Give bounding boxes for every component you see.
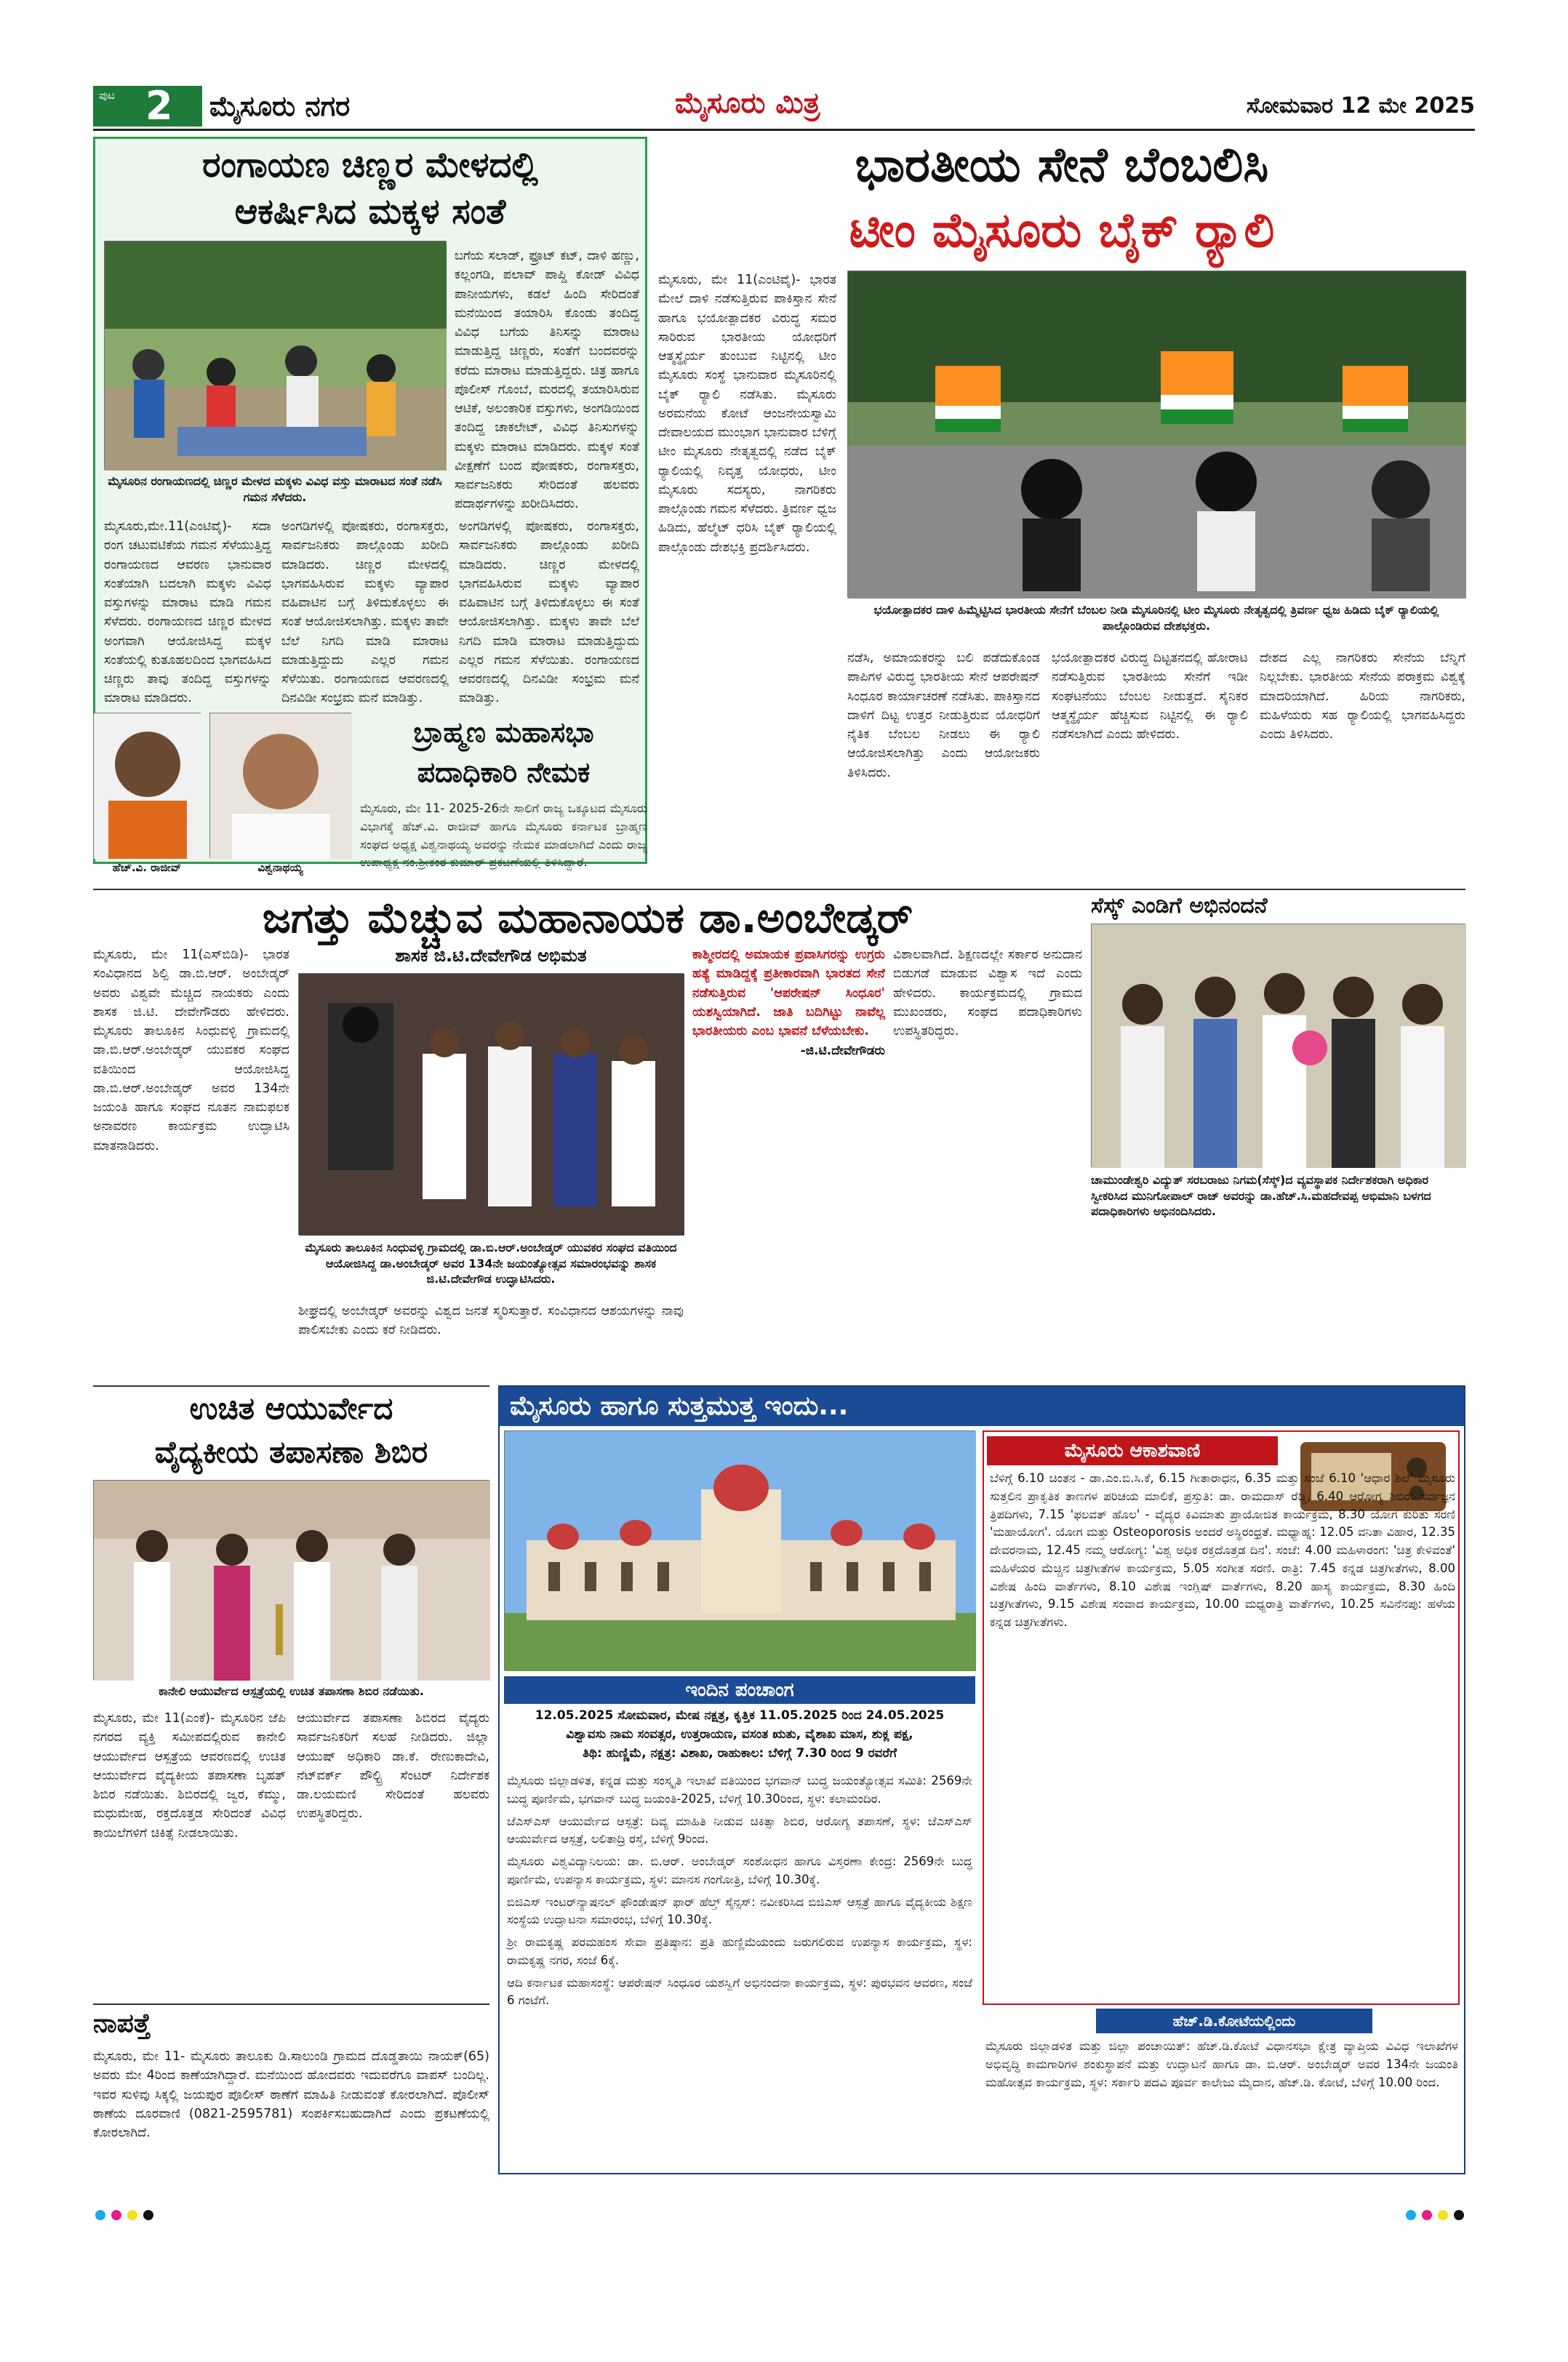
rally-body-1: ಮೈಸೂರು, ಮೇ 11(ಎಂಟಿವೈ)- ಭಾರತ ಮೇಲೆ ದಾಳಿ ನಡೆಸುತ್ತಿರುವ ಪಾಕಿಸ್ತಾನ ಸೇನೆ ಹಾಗೂ ಭಯೋತ್ಪಾದಕರ ವಿರುದ್ಧ ಸಮರ ಸಾರಿರುವ ಭಾರತೀಯ ಯೋಧರಿಗೆ ಆತ್ಮಸ್ಥೈರ್ಯ ತುಂಬುವ ನಿಟ್ಟಿನಲ್ಲಿ ಟೀಂ ಮೈಸೂರು ಸಂಸ್ಥೆ ಭಾನುವಾರ ಮೈಸೂರಿನಲ್ಲಿ ಬೈಕ್ ರ್‍ಯಾಲಿ ನಡೆಸಿತು. ಮೈಸೂರು ಅರಮನೆಯ ಕೋಟೆ ಆಂಜನೇಯಸ್ವಾಮಿ ದೇವಾಲಯದ ಮುಂಭಾಗ ಭಾನುವಾರ ಬೆಳಿಗ್ಗೆ ಟೀಂ ಮೈಸೂರು ನೇತೃತ್ವದಲ್ಲಿ ನಡೆದ ಬೈಕ್ ರ್‍ಯಾಲಿಯಲ್ಲಿ ನಿವೃತ್ತ ಯೋಧರು, ಟೀಂ ಮೈಸೂರು ಸದಸ್ಯರು, ನಾಗರಿಕರು ಪಾಲ್ಗೊಂಡು ಗಮನ ಸೆಳೆದರು. ತ್ರಿವರ್ಣ ಧ್ವಜ ಹಿಡಿದು, ಹೆಲ್ಮೆಟ್ ಧರಿಸಿ ಬೈಕ್ ರ್‍ಯಾಲಿಯಲ್ಲಿ ಪಾಲ್ಗೊಂಡು ದೇಶಭಕ್ತಿ ಪ್ರದರ್ಶಿಸಿದರು. bbox=[658, 273, 836, 555]
rally-caption: ಭಯೋತ್ಪಾದಕರ ದಾಳಿ ಹಿಮ್ಮೆಟ್ಟಿಸಿದ ಭಾರತೀಯ ಸೇನೆಗೆ ಬೆಂಬಲ ನೀಡಿ ಮೈಸೂರಿನಲ್ಲಿ ಟೀಂ ಮೈಸೂರು ನೇತೃತ್ವದಲ್ಲಿ ತ್ರಿವರ್ಣ ಧ್ವಜ ಹಿಡಿದು ಬೈಕ್ ರ್‍ಯಾಲಿಯಲ್ಲಿ ಪಾಲ್ಗೊಂಡಿರುವ ದೇಶಭಕ್ತರು. bbox=[873, 603, 1439, 633]
mysore-palace-image bbox=[505, 1431, 976, 1671]
masthead: ಮೈಸೂರು ಮಿತ್ರ bbox=[675, 86, 820, 120]
registration-dots bbox=[93, 2208, 239, 2222]
panchanga-line-3: ತಿಥಿ: ಹುಣ್ಣಿಮೆ, ನಕ್ಷತ್ರ: ವಿಶಾಖ, ರಾಹುಕಾಲ: ಬೆಳಿಗ್ಗೆ 7.30 ರಿಂದ 9 ರವರೆಗೆ bbox=[582, 1746, 897, 1761]
rangayana-photo bbox=[104, 241, 446, 470]
rangayana-caption: ಮೈಸೂರಿನ ರಂಗಾಯಣದಲ್ಲಿ ಚಿಣ್ಣರ ಮೇಳದ ಮಕ್ಕಳು ವಿವಿಧ ವಸ್ತು ಮಾರಾಟದ ಸಂತೆ ನಡೆಸಿ ಗಮನ ಸೆಳೆದರು. bbox=[108, 474, 442, 504]
rangayana-headline-2: ಆಕರ್ಷಿಸಿದ ಮಕ್ಕಳ ಸಂತೆ bbox=[234, 191, 506, 232]
ceremony-image bbox=[299, 974, 684, 1236]
ayurveda-body-2: ಆಯುರ್ವೇದ ತಪಾಸಣಾ ಶಿಬಿರದ ವೈದ್ಯರು ಸಾರ್ವಜನಿಕರಿಗೆ ಸಲಹೆ ನೀಡಿದರು. ಜಿಲ್ಲಾ ಆಯುಷ್ ಅಧಿಕಾರಿ ಡಾ.ಕೆ. ರೇಣುಕಾದೇವಿ, ನೆಟ್‌ವರ್ಕ್ ಪೌಲ್ಟ್ರಿ ಸೆಂಟರ್ ನಿರ್ದೇಶಕ ಡಾ.ಲಯಮಣಿ ಸೇರಿದಂತೆ ಹಲವರು ಉಪಸ್ಥಿತರಿದ್ದರು. bbox=[297, 1711, 489, 1822]
ambedkar-caption: ಮೈಸೂರು ತಾಲೂಕಿನ ಸಿಂಧುವಳ್ಳಿ ಗ್ರಾಮದಲ್ಲಿ ಡಾ.ಬಿ.ಆರ್.ಅಂಬೇಡ್ಕರ್ ಯುವಕರ ಸಂಘದ ವತಿಯಿಂದ ಆಯೋಜಿಸಿದ್ದ ಡಾ.ಅಂಬೇಡ್ಕರ್ ಅವರ 134ನೇ ಜಯಂತ್ಯೋತ್ಸವ ಸಮಾರಂಭವನ್ನು ಶಾಸಕ ಜಿ.ಟಿ.ದೇವೇಗೌಡ ಉದ್ಘಾಟಿಸಿದರು. bbox=[305, 1241, 677, 1286]
page-number: 2 bbox=[145, 83, 173, 129]
rally-body-2: ನಡೆಸಿ, ಅಮಾಯಕರನ್ನು ಬಲಿ ಪಡೆದುಕೊಂಡ ಪಾಪಿಗಳ ವಿರುದ್ಧ ಭಾರತೀಯ ಸೇನೆ ಆಪರೇಷನ್ ಸಿಂಧೂರ ಕಾರ್ಯಾಚರಣೆ ನಡೆಸಿತು. ಪಾಕಿಸ್ತಾನದ ದಾಳಿಗೆ ದಿಟ್ಟ ಉತ್ತರ ನೀಡುತ್ತಿರುವ ಯೋಧರಿಗೆ ನೈತಿಕ ಬೆಂಬಲ ನೀಡಲು ಈ ರ್‍ಯಾಲಿ ಆಯೋಜಿಸಲಾಗಿತ್ತು ಎಂದು ಆಯೋಜಕರು ತಿಳಿಸಿದರು. bbox=[847, 651, 1040, 780]
cesc-headline: ಸೆಸ್ಕ್ ಎಂಡಿಗೆ ಅಭಿನಂದನೆ bbox=[1091, 893, 1268, 918]
mahasabha-headline-1: ಬ್ರಾಹ್ಮಣ ಮಹಾಸಭಾ bbox=[413, 716, 594, 748]
akashvani-title: ಮೈಸೂರು ಆಕಾಶವಾಣಿ bbox=[987, 1436, 1278, 1465]
felicitation-image bbox=[1092, 924, 1466, 1168]
quote-text: ಕಾಶ್ಮೀರದಲ್ಲಿ ಅಮಾಯಕ ಪ್ರವಾಸಿಗರನ್ನು ಉಗ್ರರು ಹತ್ಯೆ ಮಾಡಿದ್ದಕ್ಕೆ ಪ್ರತೀಕಾರವಾಗಿ ಭಾರತದ ಸೇನೆ ನಡೆಸುತ್ತಿರುವ 'ಆಪರೇಷನ್ ಸಿಂಧೂರ' ಯಶಸ್ವಿಯಾಗಿದೆ. ಜಾತಿ ಬದಿಗಿಟ್ಟು ನಾವೆಲ್ಲ ಭಾರತೀಯರು ಎಂಬ ಭಾವನೆ ಬೆಳೆಯಬೇಕು. bbox=[692, 948, 885, 1038]
ayurveda-caption: ಕಾನೇಲಿ ಆಯುರ್ವೇದ ಆಸ್ಪತ್ರೆಯಲ್ಲಿ ಉಚಿತ ತಪಾಸಣಾ ಶಿಬಿರ ನಡೆಯಿತು. bbox=[159, 1684, 424, 1698]
vishwanathaiah-portrait bbox=[209, 713, 351, 858]
rajeev-name: ಹೆಚ್.ವಿ. ರಾಜೀವ್ bbox=[112, 861, 182, 874]
rally-body-4: ದೇಶದ ಎಲ್ಲ ನಾಗರಿಕರು ಸೇನೆಯ ಬೆನ್ನಿಗೆ ನಿಲ್ಲಬೇಕು. ಭಾರತೀಯ ಸೇನೆಯ ಪರಾಕ್ರಮ ವಿಶ್ವಕ್ಕೆ ಮಾದರಿಯಾಗಿದೆ. ಹಿರಿಯ ನಾಗರಿಕರು, ಮಹಿಳೆಯರು ಸಹ ರ್‍ಯಾಲಿಯಲ್ಲಿ ಭಾಗವಹಿಸಿದ್ದರು ಎಂದು ತಿಳಿಸಿದರು. bbox=[1260, 651, 1465, 742]
rajeev-portrait bbox=[93, 713, 201, 858]
ambedkar-subhead: ಶಾಸಕ ಜಿ.ಟಿ.ದೇವೇಗೌಡ ಅಭಿಮತ bbox=[395, 945, 587, 966]
events-list bbox=[507, 1772, 972, 2169]
cesc-caption: ಚಾಮುಂಡೇಶ್ವರಿ ವಿದ್ಯುತ್ ಸರಬರಾಜು ನಿಗಮ(ಸೆಸ್ಕ್)ದ ವ್ಯವಸ್ಥಾಪಕ ನಿರ್ದೇಶಕರಾಗಿ ಅಧಿಕಾರ ಸ್ವೀಕರಿಸಿದ ಮುನಿಗೋಪಾಲ್ ರಾಜ್ ಅವರನ್ನು ಡಾ.ಹೆಚ್.ಸಿ.ಮಹದೇವಪ್ಪ ಅಭಿಮಾನಿ ಬಳಗದ ಪದಾಧಿಕಾರಿಗಳು ಅಭಿನಂದಿಸಿದರು. bbox=[1091, 1173, 1431, 1219]
ayurveda-body-1: ಮೈಸೂರು, ಮೇ 11(ಎಂಕೆ)- ಮೈಸೂರಿನ ಜೆಪಿ ನಗರದ ವ್ಯಕ್ತಿ ಸಮೀಪದಲ್ಲಿರುವ ಕಾನೇಲಿ ಆಯುರ್ವೇದ ಆಸ್ಪತ್ರೆಯ ಆವರಣದಲ್ಲಿ ಉಚಿತ ಆಯುರ್ವೇದ ವೈದ್ಯಕೀಯ ತಪಾಸಣಾ ಬೃಹತ್ ಶಿಬಿರ ನಡೆಯಿತು. ಶಿಬಿರದಲ್ಲಿ ಜ್ವರ, ಕೆಮ್ಮು, ಮಧುಮೇಹ, ರಕ್ತದೊತ್ತಡ ಸೇರಿದಂತೆ ವಿವಿಧ ಕಾಯಿಲೆಗಳಿಗೆ ಚಿಕಿತ್ಸೆ ನೀಡಲಾಯಿತು. bbox=[93, 1711, 286, 1841]
color-registration-marks bbox=[93, 2208, 239, 2222]
event-item: ಜೆಎಸ್‌ಎಸ್ ಆಯುರ್ವೇದ ಆಸ್ಪತ್ರೆ: ದಿವ್ಯ ಮಾಹಿತಿ ನೀಡುವ ಚಿಕಿತ್ಸಾ ಶಿಬಿರ, ಆರೋಗ್ಯ ತಪಾಸಣೆ, ಸ್ಥಳ: ಜೆಎಸ್‌ಎಸ್ ಆಯುರ್ವೇದ ಆಸ್ಪತ್ರೆ, ಲಲಿತಾದ್ರಿ ರಸ್ತೆ, ಬೆಳಿಗ್ಗೆ 9ರಿಂದ. bbox=[507, 1814, 972, 1846]
rangayana-body-right: ಬಗೆಯ ಸಲಾಡ್, ಫ್ರೂಟ್ ಕಟ್, ದಾಳಿ ಹಣ್ಣು, ಕಲ್ಲಂಗಡಿ, ಪಲಾವ್ ಪಾಪ್ಡಿ ಕೋಡ್ ವಿವಿಧ ಪಾನೀಯಗಳು, ಕಡಲೆ ಹಿಂದಿ ಸೇರಿದಂತೆ ಮನೆಯಿಂದ ತಯಾರಿಸಿ ಕೊಂಡು ತಂದಿದ್ದ ವಿವಿಧ ಬಗೆಯ ತಿನಿಸನ್ನು ಮಾರಾಟ ಮಾಡುತ್ತಿದ್ದ ಚಿಣ್ಣರು, ಸಂತೆಗೆ ಬಂದವರನ್ನು ಕರೆದು ಮಾರಾಟ ಮಾಡುತ್ತಿದ್ದರು. ಚಿತ್ರ ಹಾಗೂ ಪೊಲೀಸ್ ಗೊಂಬೆ, ಮರದಲ್ಲಿ ತಯಾರಿಸಿರುವ ಆಟಿಕೆ, ಅಲಂಕಾರಿಕ ವಸ್ತುಗಳು, ಅಂಗಡಿಯಿಂದ ತಂದಿದ್ದ ಚಾಕಲೇಟ್, ವಿವಿಧ ತಿನಿಸುಗಳನ್ನು ಮಕ್ಕಳು ಮಾರಾಟ ಮಾಡಿದರು. ಮಕ್ಕಳ ಸಂತೆ ವೀಕ್ಷಣೆಗೆ ಬಂದ ಪೋಷಕರು, ರಂಗಾಸಕ್ತರು, ಸಾರ್ವಜನಿಕರು ಸೇರಿದಂತೆ ಹಲವರು ಪದಾರ್ಥಗಳನ್ನು ಖರೀದಿಸಿದರು. bbox=[455, 249, 639, 512]
today-section bbox=[498, 1385, 1465, 2174]
ayurveda-headline-1: ಉಚಿತ ಆಯುರ್ವೇದ bbox=[189, 1390, 393, 1426]
quote-author: -ಜಿ.ಟಿ.ದೇವೇಗೌಡರು bbox=[800, 1044, 885, 1059]
ambedkar-photo bbox=[298, 973, 684, 1235]
section-name: ಮೈಸೂರು ನಗರ bbox=[209, 90, 351, 122]
divider bbox=[93, 889, 1465, 890]
ayurveda-headline-2: ವೈದ್ಯಕೀಯ ತಪಾಸಣಾ ಶಿಬಿರ bbox=[154, 1434, 428, 1470]
event-item: ಮೈಸೂರು ವಿಶ್ವವಿದ್ಯಾನಿಲಯ: ಡಾ. ಬಿ.ಆರ್. ಅಂಬೇಡ್ಕರ್ ಸಂಶೋಧನ ಹಾಗೂ ವಿಸ್ತರಣಾ ಕೇಂದ್ರ: 2569ನೇ ಬುದ್ಧ ಪೂರ್ಣಿಮೆ, ಉಪನ್ಯಾಸ ಕಾರ್ಯಕ್ರಮ, ಸ್ಥಳ: ಮಾನಸ ಗಂಗೋತ್ರಿ, ಬೆಳಿಗ್ಗೆ 10.30ಕ್ಕೆ. bbox=[507, 1854, 972, 1886]
rally-headline-2: ಟೀಂ ಮೈಸೂರು ಬೈಕ್ ರ್‍ಯಾಲಿ bbox=[849, 202, 1275, 258]
palace-photo bbox=[504, 1430, 975, 1670]
page-header bbox=[93, 83, 1475, 131]
portrait-image bbox=[94, 713, 201, 859]
bike-rally-image bbox=[848, 271, 1466, 598]
missing-headline: ನಾಪತ್ತೆ bbox=[93, 2009, 151, 2038]
event-item: ಆದಿ ಕರ್ನಾಟಕ ಮಹಾಸಂಸ್ಥೆ: ಆಪರೇಷನ್ ಸಿಂಧೂರ ಯಶಸ್ವಿಗೆ ಅಭಿನಂದನಾ ಕಾರ್ಯಕ್ರಮ, ಸ್ಥಳ: ಪುರಭವನ ಆವರಣ, ಸಂಜೆ 6 ಗಂಟೆಗೆ. bbox=[507, 1975, 972, 2008]
page-label: ಪುಟ bbox=[99, 89, 116, 102]
market-crowd-image bbox=[105, 241, 447, 471]
divider bbox=[93, 1385, 489, 1387]
missing-body: ಮೈಸೂರು, ಮೇ 11- ಮೈಸೂರು ತಾಲೂಕು ಡಿ.ಸಾಲುಂಡಿ ಗ್ರಾಮದ ದೊಡ್ಡತಾಯಿ ನಾಯಕ್(65) ಅವರು ಮೇ 4ರಿಂದ ಕಾಣೆಯಾಗಿದ್ದಾರೆ. ಮನೆಯಿಂದ ಹೋದವರು ಇದುವರೆಗೂ ವಾಪಸ್ ಬಂದಿಲ್ಲ. ಇವರ ಸುಳಿವು ಸಿಕ್ಕಲ್ಲಿ ಜಯಪುರ ಪೊಲೀಸ್ ಠಾಣೆಗೆ ಮಾಹಿತಿ ನೀಡುವಂತೆ ಕೋರಲಾಗಿದೆ. ಪೊಲೀಸ್ ಠಾಣೆಯ ದೂರವಾಣಿ (0821-2595781) ಸಂಪರ್ಕಿಸಬಹುದಾಗಿದೆ ಎಂದು ಪ್ರಕಟಣೆಯಲ್ಲಿ ಕೋರಲಾಗಿದೆ. bbox=[93, 2049, 489, 2140]
rangayana-headline-1: ರಂಗಾಯಣ ಚಿಣ್ಣರ ಮೇಳದಲ್ಲಿ bbox=[202, 145, 538, 185]
rangayana-body-left: ಮೈಸೂರು,ಮೇ.11(ಎಂಟಿವೈ)- ಸದಾ ರಂಗ ಚಟುವಟಿಕೆಯ ಗಮನ ಸೆಳೆಯುತ್ತಿದ್ದ ರಂಗಾಯಣದ ಆವರಣ ಭಾನುವಾರ ಸಂತೆಯಾಗಿ ಬದಲಾಗಿ ಮಕ್ಕಳು ವಿವಿಧ ವಸ್ತುಗಳನ್ನು ಮಾರಾಟ ಮಾಡಿ ಗಮನ ಸೆಳೆದರು. ರಂಗಾಯಣದ ಚಿಣ್ಣರ ಮೇಳದ ಅಂಗವಾಗಿ ಆಯೋಜಿಸಿದ್ದ ಮಕ್ಕಳ ಸಂತೆಯಲ್ಲಿ ಕುತೂಹಲದಿಂದ ಭಾಗವಹಿಸಿದ ಚಿಣ್ಣರು ತಾವು ತಂದಿದ್ದ ವಸ್ತುಗಳನ್ನು ಮಾರಾಟ ಮಾಡಿದರು. bbox=[104, 519, 271, 706]
akashvani-box bbox=[983, 1430, 1460, 2005]
ambedkar-body-3: ವಿಶಾಲವಾಗಿದೆ. ಶಿಕ್ಷಣದಲ್ಲೇ ಸರ್ಕಾರ ಅನುದಾನ ಬಿಡುಗಡೆ ಮಾಡುವ ವಿಶ್ವಾಸ ಇದೆ ಎಂದು ಹೇಳಿದರು. ಕಾರ್ಯಕ್ರಮದಲ್ಲಿ ಗ್ರಾಮದ ಮುಖಂಡರು, ಸಂಘದ ಪದಾಧಿಕಾರಿಗಳು ಉಪಸ್ಥಿತರಿದ್ದರು. bbox=[893, 948, 1082, 1038]
issue-date: ಸೋಮವಾರ 12 ಮೇ 2025 bbox=[1246, 93, 1475, 119]
divider bbox=[93, 2003, 489, 2005]
event-item: ಬಿಜಿಎಸ್ ಇಂಟರ್‌ನ್ಯಾಷನಲ್ ಫೌಂಡೇಷನ್ ಫಾರ್ ಹೆಲ್ತ್ ಸೈನ್ಸಸ್: ನವೀಕರಿಸಿದ ಬಿಜಿಎಸ್ ಆಸ್ಪತ್ರೆ ಹಾಗೂ ವೈದ್ಯಕೀಯ ಶಿಕ್ಷಣ ಸಂಸ್ಥೆಯ ಉದ್ಘಾಟನಾ ಸಮಾರಂಭ, ಬೆಳಿಗ್ಗೆ 10.30ಕ್ಕೆ. bbox=[507, 1894, 972, 1927]
event-item: ಶ್ರೀ ರಾಮಕೃಷ್ಣ ಪರಮಹಂಸ ಸೇವಾ ಪ್ರತಿಷ್ಠಾನ: ಪ್ರತಿ ಹುಣ್ಣಿಮೆಯಂದು ಜರುಗಲಿರುವ ಉಪನ್ಯಾಸ ಕಾರ್ಯಕ್ರಮ, ಸ್ಥಳ: ರಾಮಕೃಷ್ಣ ನಗರ, ಸಂಜೆ 6ಕ್ಕೆ. bbox=[507, 1935, 972, 1967]
cesc-photo bbox=[1091, 924, 1465, 1167]
akashvani-body: ಬೆಳಿಗ್ಗೆ 6.10 ಚಿಂತನ - ಡಾ.ಎಂ.ಬಿ.ಸಿ.ಕೆ, 6.15 ಗೀತಾರಾಧನ, 6.35 ಮತ್ತು ಸಂಜೆ 6.10 'ಆಧಾರ ಶಿಲೆ' ಮೈಸೂರು ಸುತ್ತಲಿನ ಪ್ರಾಕೃತಿಕ ತಾಣಗಳ ಪರಿಚಯ ಮಾಲಿಕೆ, ಪ್ರಸ್ತುತಿ: ಡಾ. ರಾಮದಾಸ್ ರೆಡ್ಡಿ, 6.40 ಆರೋಗ್ಯ ಶಿಬಿರ: ಸರ್ವಜ್ಞನ ತ್ರಿಪದಿಗಳು, 7.15 'ಫಲವತ್ ಹೊಲ' - ವೈದ್ಯರ ಕಿವಿಮಾತು ಪ್ರಾಯೋಜಿತ ಕಾರ್ಯಕ್ರಮ, 8.30 ಯೋಗ ಕುರಿತು ಸರಣಿ 'ಮಹಾಯೋಗ'. ಯೋಗ ಮತ್ತು Osteoporosis ಅಂದರೆ ಅಸ್ಥಿರಂಧ್ರತೆ. ಮಧ್ಯಾಹ್ನ: 12.05 ವನಿತಾ ವಿಹಾರ, 12.35 ದೇವರನಾಮ, 12.45 ನಮ್ಮ ಆರೋಗ್ಯ: 'ವಿಶ್ವ ಅಧಿಕ ರಕ್ತದೊತ್ತಡ ದಿನ'. ಸಂಜೆ: 4.00 ಮಹಿಳಾರಂಗ: 'ಚಿತ್ರ ಕೇಳಿವಂತೆ' ಮಹಿಳೆಯರ ಮೆಚ್ಚಿನ ಚಿತ್ರಗೀತೆಗಳ ಕಾರ್ಯಕ್ರಮ, 5.05 ಸಂಗೀತ ಸರಣಿ. ರಾತ್ರಿ: 7.45 ಕನ್ನಡ ಚಿತ್ರಗೀತೆಗಳು, 8.00 ವಿಶೇಷ ಹಿಂದಿ ವಾರ್ತೆಗಳು, 8.10 ವಿಶೇಷ ಇಂಗ್ಲಿಷ್ ವಾರ್ತೆಗಳು, 8.20 ಹಾಸ್ಯ ಕಾರ್ಯಕ್ರಮ, 8.30 ಹಿಂದಿ ಚಿತ್ರಗೀತೆಗಳು, 9.15 ವಿಶೇಷ ಸಂವಾದ ಕಾರ್ಯಕ್ರಮ, 10.00 ಮಧ್ಯರಾತ್ರಿ ವಾರ್ತೆಗಳು, 10.25 ಸವಿನೆನಪು: ಹಳೆಯ ಕನ್ನಡ ಚಿತ್ರಗೀತೆಗಳು. bbox=[990, 1471, 1455, 1629]
registration-dots bbox=[1404, 2208, 1469, 2222]
mahasabha-body: ಮೈಸೂರು, ಮೇ 11- 2025-26ನೇ ಸಾಲಿಗೆ ರಾಜ್ಯ ಒಕ್ಕೂಟದ ಮೈಸೂರು ವಿಭಾಗಕ್ಕೆ ಹೆಚ್.ವಿ. ರಾಜೀವ್ ಹಾಗೂ ಮೈಸೂರು ಕರ್ನಾಟಕ ಬ್ರಾಹ್ಮಣ ಸಂಘದ ಅಧ್ಯಕ್ಷ ವಿಶ್ವನಾಥಯ್ಯ ಅವರನ್ನು ನೇಮಕ ಮಾಡಲಾಗಿದೆ ಎಂದು ರಾಜ್ಯ ಉಪಾಧ್ಯಕ್ಷ ನಂ.ಶ್ರೀಕಂಠ ಕುಮಾರ್ ಪ್ರಕಟಣೆಯಲ್ಲಿ ತಿಳಿಸಿದ್ದಾರೆ. bbox=[360, 801, 647, 870]
rangayana-body-right2: ಅಂಗಡಿಗಳಲ್ಲಿ ಪೋಷಕರು, ರಂಗಾಸಕ್ತರು, ಸಾರ್ವಜನಿಕರು ಪಾಲ್ಗೊಂಡು ಖರೀದಿ ಮಾಡಿದರು. ಚಿಣ್ಣರ ಮೇಳದಲ್ಲಿ ಭಾಗವಹಿಸಿರುವ ಮಕ್ಕಳು ವ್ಯಾಪಾರ ವಹಿವಾಟಿನ ಬಗ್ಗೆ ತಿಳಿದುಕೊಳ್ಳಲು ಈ ಸಂತೆ ಆಯೋಜಿಸಲಾಗಿತ್ತು. ಮಕ್ಕಳು ತಾವೇ ಬೆಲೆ ನಿಗದಿ ಮಾಡಿ ಮಾರಾಟ ಮಾಡುತ್ತಿದ್ದುದು ಎಲ್ಲರ ಗಮನ ಸೆಳೆಯಿತು. ರಂಗಾಯಣದ ಆವರಣದಲ್ಲಿ ದಿನವಿಡೀ ಸಂಭ್ರಮ ಮನೆ ಮಾಡಿತ್ತು. bbox=[459, 519, 639, 706]
ambedkar-quote bbox=[692, 945, 885, 1164]
ambedkar-headline: ಜಗತ್ತು ಮೆಚ್ಚುವ ಮಹಾನಾಯಕ ಡಾ.ಅಂಬೇಡ್ಕರ್ bbox=[262, 893, 913, 942]
ambedkar-body-1: ಮೈಸೂರು, ಮೇ 11(ಎಸ್‌ಬಿಡಿ)- ಭಾರತ ಸಂವಿಧಾನದ ಶಿಲ್ಪಿ ಡಾ.ಬಿ.ಆರ್. ಅಂಬೇಡ್ಕರ್ ಅವರು ವಿಶ್ವವೇ ಮೆಚ್ಚಿದ ನಾಯಕರು ಎಂದು ಶಾಸಕ ಜಿ.ಟಿ. ದೇವೇಗೌಡರು ಹೇಳಿದರು. ಮೈಸೂರು ತಾಲೂಕಿನ ಸಿಂಧುವಳ್ಳಿ ಗ್ರಾಮದಲ್ಲಿ ಡಾ.ಬಿ.ಆರ್.ಅಂಬೇಡ್ಕರ್ ಯುವಕರ ಸಂಘದ ವತಿಯಿಂದ ಆಯೋಜಿಸಿದ್ದ ಡಾ.ಬಿ.ಆರ್.ಅಂಬೇಡ್ಕರ್ ಅವರ 134ನೇ ಜಯಂತಿ ಹಾಗೂ ಸಂಘದ ನೂತನ ನಾಮಫಲಕ ಅನಾವರಣ ಕಾರ್ಯಕ್ರಮ ಉದ್ಘಾಟಿಸಿ ಮಾತನಾಡಿದರು. bbox=[93, 948, 289, 1153]
lamp-lighting-image bbox=[94, 1481, 490, 1681]
today-banner: ಮೈಸೂರು ಹಾಗೂ ಸುತ್ತಮುತ್ತ ಇಂದು... bbox=[500, 1387, 1464, 1426]
color-registration-marks bbox=[1404, 2208, 1469, 2222]
hdkote-body: ಮೈಸೂರು ಜಿಲ್ಲಾಡಳಿತ ಮತ್ತು ಜಿಲ್ಲಾ ಪಂಚಾಯಿತ್: ಹೆಚ್.ಡಿ.ಕೋಟೆ ವಿಧಾನಸಭಾ ಕ್ಷೇತ್ರ ವ್ಯಾಪ್ತಿಯ ವಿವಿಧ ಇಲಾಖೆಗಳ ಅಭಿವೃದ್ಧಿ ಕಾಮಗಾರಿಗಳ ಶಂಕುಸ್ಥಾಪನೆ ಮತ್ತು ಉದ್ಘಾಟನೆ ಹಾಗೂ ಡಾ. ಬಿ.ಆರ್. ಅಂಬೇಡ್ಕರ್ ಅವರ 134ನೇ ಜಯಂತಿ ಮಹೋತ್ಸವ ಕಾರ್ಯಕ್ರಮ, ಸ್ಥಳ: ಸರ್ಕಾರಿ ಪದವಿ ಪೂರ್ವ ಕಾಲೇಜು ಮೈದಾನ, ಹೆಚ್.ಡಿ. ಕೋಟೆ, ಬೆಳಿಗ್ಗೆ 10.00 ರಿಂದ. bbox=[985, 2039, 1458, 2089]
hdkote-title: ಹೆಚ್.ಡಿ.ಕೋಟೆಯಲ್ಲಿಂದು bbox=[1096, 2009, 1372, 2033]
panchanga-line-2: ವಿಶ್ವಾವಸು ನಾಮ ಸಂವತ್ಸರ, ಉತ್ತರಾಯಣ, ವಸಂತ ಋತು, ವೈಶಾಖ ಮಾಸ, ಶುಕ್ಲ ಪಕ್ಷ, bbox=[566, 1727, 913, 1742]
mahasabha-headline-2: ಪದಾಧಿಕಾರಿ ನೇಮಕ bbox=[417, 756, 591, 788]
page-label-box bbox=[93, 83, 202, 129]
ayurveda-photo bbox=[93, 1480, 489, 1680]
rally-body-3: ಭಯೋತ್ಪಾದಕರ ವಿರುದ್ಧ ದಿಟ್ಟತನದಲ್ಲಿ ಹೋರಾಟ ನಡೆಸುತ್ತಿರುವ ಭಾರತೀಯ ಸೇನೆಗೆ ಇಡೀ ಸಂಘಟನೆಯು ಬೆಂಬಲ ನೀಡುತ್ತದೆ. ಸೈನಿಕರ ಆತ್ಮಸ್ಥೈರ್ಯ ಹೆಚ್ಚಿಸುವ ನಿಟ್ಟಿನಲ್ಲಿ ಈ ರ್‍ಯಾಲಿ ನಡೆಸಲಾಗಿದೆ ಎಂದು ಹೇಳಿದರು. bbox=[1052, 651, 1248, 742]
rally-photo bbox=[847, 271, 1465, 598]
ambedkar-body-2: ಶೀಘ್ರದಲ್ಲಿ ಅಂಬೇಡ್ಕರ್ ಅವರನ್ನು ವಿಶ್ವದ ಜನತೆ ಸ್ಮರಿಸುತ್ತಾರೆ. ಸಂವಿಧಾನದ ಆಶಯಗಳನ್ನು ನಾವು ಪಾಲಿಸಬೇಕು ಎಂದು ಕರೆ ನೀಡಿದರು. bbox=[298, 1304, 684, 1338]
portrait-image bbox=[210, 713, 352, 859]
rangayana-body-mid: ಅಂಗಡಿಗಳಲ್ಲಿ ಪೋಷಕರು, ರಂಗಾಸಕ್ತರು, ಸಾರ್ವಜನಿಕರು ಪಾಲ್ಗೊಂಡು ಖರೀದಿ ಮಾಡಿದರು. ಚಿಣ್ಣರ ಮೇಳದಲ್ಲಿ ಭಾಗವಹಿಸಿರುವ ಮಕ್ಕಳು ವ್ಯಾಪಾರ ವಹಿವಾಟಿನ ಬಗ್ಗೆ ತಿಳಿದುಕೊಳ್ಳಲು ಈ ಸಂತೆ ಆಯೋಜಿಸಲಾಗಿತ್ತು. ಮಕ್ಕಳು ತಾವೇ ಬೆಲೆ ನಿಗದಿ ಮಾಡಿ ಮಾರಾಟ ಮಾಡುತ್ತಿದ್ದುದು ಎಲ್ಲರ ಗಮನ ಸೆಳೆಯಿತು. ರಂಗಾಯಣದ ಆವರಣದಲ್ಲಿ ದಿನವಿಡೀ ಸಂಭ್ರಮ ಮನೆ ಮಾಡಿತ್ತು. bbox=[281, 519, 449, 706]
rally-headline-1: ಭಾರತೀಯ ಸೇನೆ ಬೆಂಬಲಿಸಿ bbox=[855, 137, 1269, 193]
panchanga-line-1: 12.05.2025 ಸೋಮವಾರ, ಮೇಷ ನಕ್ಷತ್ರ, ಕೃತ್ತಿಕ 11.05.2025 ರಿಂದ 24.05.2025 bbox=[535, 1708, 945, 1723]
event-item: ಮೈಸೂರು ಜಿಲ್ಲಾಡಳಿತ, ಕನ್ನಡ ಮತ್ತು ಸಂಸ್ಕೃತಿ ಇಲಾಖೆ ವತಿಯಿಂದ ಭಗವಾನ್ ಬುದ್ಧ ಜಯಂತ್ಯೋತ್ಸವ ಸಮಿತಿ: 2569ನೇ ಬುದ್ಧ ಪೂರ್ಣಿಮೆ, ಭಗವಾನ್ ಬುದ್ಧ ಜಯಂತಿ-2025, ಬೆಳಿಗ್ಗೆ 10.30ರಿಂದ, ಸ್ಥಳ: ಕಲಾಮಂದಿರ. bbox=[507, 1774, 972, 1806]
vishwanathaiah-name: ವಿಶ್ವನಾಥಯ್ಯ bbox=[257, 861, 303, 874]
panchanga-title: ಇಂದಿನ ಪಂಚಾಂಗ bbox=[504, 1676, 975, 1704]
